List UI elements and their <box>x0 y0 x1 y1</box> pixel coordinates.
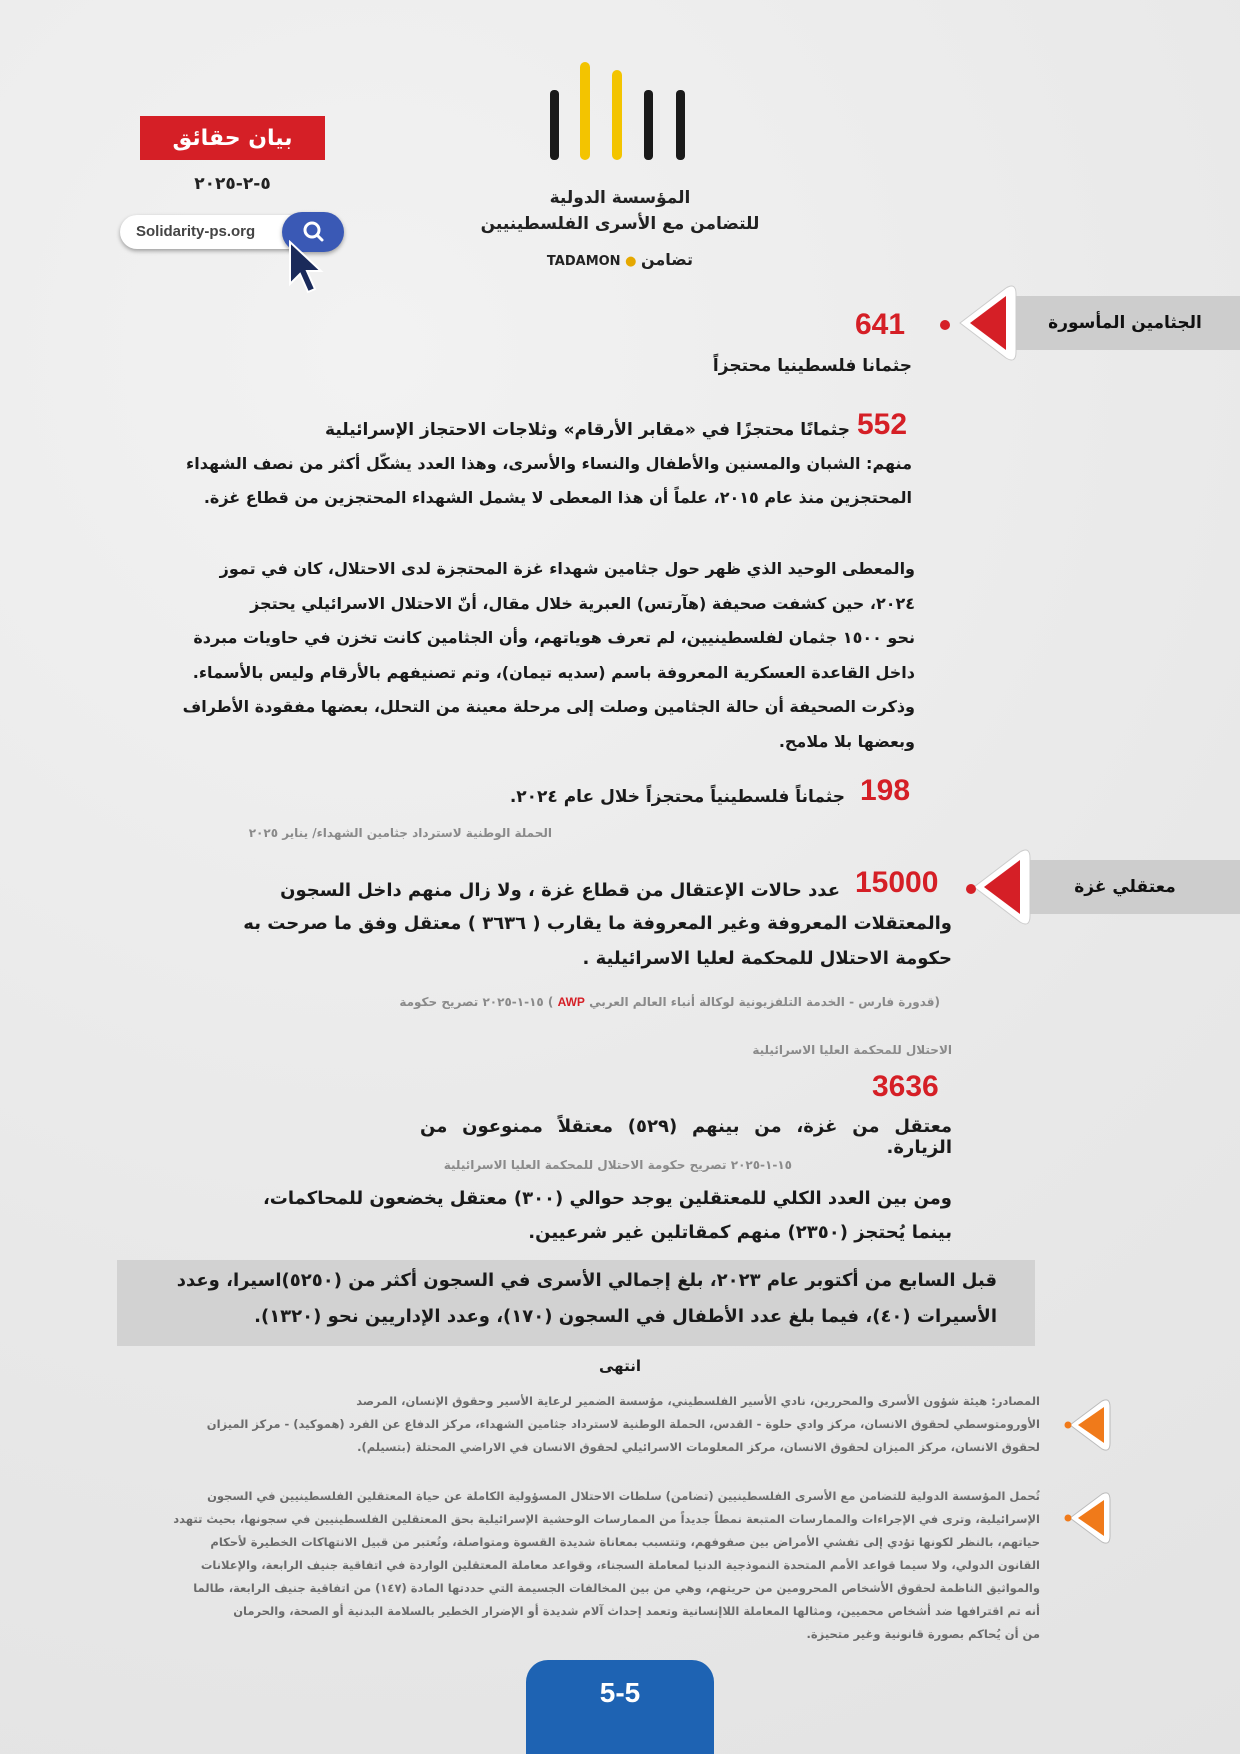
page-number: 5-5 <box>526 1660 714 1754</box>
para-line: وذكرت الصحيفة أن حالة الجثامين وصلت إلى مرحلة معينة من التحلل، بعضها مفقودة الأطراف <box>182 697 915 716</box>
stat-3636: 3636 <box>872 1070 939 1103</box>
stat-198-text: جثماناً فلسطينياً محتجزاً خلال عام ٢٠٢٤. <box>509 787 845 807</box>
detainees-trial-line1: ومن بين العدد الكلي للمعتقلين يوجد حوالي (٣٠٠) معتقل يخضعون للمحاكمات، <box>262 1188 952 1209</box>
source-qaddura-line2: الاحتلال للمحكمة العليا الاسرائيلية <box>752 1043 952 1057</box>
tab-detained-bodies: الجثامين المأسورة <box>1010 296 1240 350</box>
stat-15000-line1: عدد حالات الإعتقال من قطاع غزة ، ولا زال منهم داخل السجون <box>280 880 840 901</box>
source-court: ١٥-١-٢٠٢٥ تصريح حكومة الاحتلال للمحكمة العليا الاسرائيلية <box>443 1158 792 1172</box>
tab-gaza-detainees: معتقلي غزة <box>1010 860 1240 914</box>
sources-line: الأورومتوسطي لحقوق الانسان، مركز وادي حلوة - القدس، الحملة الوطنية لاسترداد جثامين الشهداء، مركز الدفاع عن الفرد (هموكيد) - مركز الميزان <box>206 1417 1040 1431</box>
logo-bars <box>548 62 693 172</box>
gaza-bodies-paragraph <box>140 552 915 759</box>
end-marker: انتهى <box>599 1357 641 1375</box>
cursor-arrow-icon <box>285 240 325 300</box>
sources-line: لحقوق الانسان، مركز الميزان لحقوق الانسان، مركز المعلومات الاسرائيلي لحقوق الانسان في الاراضي المحتلة (بتسيلم). <box>357 1440 1040 1454</box>
fact-sheet-badge: بيان حقائق <box>140 116 325 160</box>
source-campaign: الحملة الوطنية لاسترداد جثامين الشهداء/ يناير ٢٠٢٥ <box>248 826 552 840</box>
statement-line: والمواثيق الناظمة لحقوق الأشخاص المحرومين من حريتهم، وهي من بين المخالفات الجسيمة التي حددتها المادة (١٤٧) من اتفاقية جنيف الرابعة، طالما <box>193 1581 1040 1595</box>
stat-641: 641 <box>855 308 906 341</box>
logo-brand <box>520 250 720 269</box>
bullet-dot <box>940 320 950 330</box>
statement-line: من أن يُحاكم بصورة قانونية وغير متحيزة. <box>806 1627 1040 1641</box>
orange-pointer-icon <box>1062 1488 1132 1548</box>
statement-line: الإسرائيلية، وترى في الإجراءات والممارسات المتبعة نمطاً جديداً من الممارسات الوحشية الإسرائيلية بحق المعتقلين الفلسطينيين في سجونها، بحيث تتهدد <box>173 1512 1040 1526</box>
statement-line: القانون الدولي، ولا سيما قواعد الأمم المتحدة النموذجية الدنيا لمعاملة السجناء، وقواعد معاملة المعتقلين الواردة في اتفاقية جنيف الرابعة، والإعلانات <box>200 1558 1040 1572</box>
summary-line2: الأسيرات (٤٠)، فيما بلغ عدد الأطفال في السجون (١٧٠)، وعدد الإداريين نحو (١٣٢٠). <box>254 1306 997 1327</box>
statement-line: حياتهم، بالنظر لكونها تؤدي إلى تفشي الأمراض بين صفوفهم، وتتسبب بمعاناة شديدة القسوة ومتواصلة، وتُعتبر من قبيل الانتهاكات الخطيرة لأحكام <box>210 1535 1040 1549</box>
para-line: وبعضها بلا ملامح. <box>778 731 915 751</box>
statement-line: أنه تم اقترافها ضد أشخاص محميين، ومثالها المعاملة اللاإنسانية وتعمد إحداث آلام شديدة أو الإضرار الخطير بالسلامة البدنية أو الصحة، والحرمان <box>233 1604 1040 1618</box>
logo-ar: تضامن <box>640 250 694 269</box>
statement-block <box>138 1485 1040 1646</box>
sources-line: المصادر: هيئة شؤون الأسرى والمحررين، نادي الأسير الفلسطيني، مؤسسة الضمير لرعاية الأسير وحقوق الإنسان، المرصد <box>356 1394 1040 1408</box>
stat-3636-text: معتقل من غزة، من بينهم (٥٢٩) معتقلاً ممنوعون من الزيارة. <box>420 1116 953 1158</box>
stat-15000-line3: حكومة الاحتلال للمحكمة لعليا الاسرائيلية . <box>582 948 952 969</box>
sources-block <box>138 1390 1040 1459</box>
stat-641-text: جثمانا فلسطينيا محتجزاً <box>712 356 912 376</box>
stat-198: 198 <box>860 774 911 807</box>
source-qaddura <box>240 995 940 1009</box>
para-line: نحو ١٥٠٠ جثمان لفلسطينيين، لم تعرف هوياتهم، وأن الجثامين كانت تخزن في حاويات مبردة <box>193 628 915 647</box>
summary-line1: قبل السابع من أكتوبر عام ٢٠٢٣، بلغ إجمالي الأسرى في السجون أكثر من (٥٢٥٠)اسيرا، وعدد <box>176 1270 997 1291</box>
stat-15000: 15000 <box>855 866 939 899</box>
publish-date: ٥-٢-٢٠٢٥ <box>194 174 271 194</box>
bullet-dot <box>966 884 976 894</box>
logo-line1: المؤسسة الدولية <box>549 188 691 208</box>
stat-552: 552 <box>857 408 908 441</box>
para-line: ٢٠٢٤، حين كشفت صحيفة (هآرتس) العبرية خلال مقال، أنّ الاحتلال الاسرائيلي يحتجز <box>250 593 915 613</box>
website-url[interactable]: Solidarity-ps.org <box>120 215 310 249</box>
red-pointer-icon <box>962 842 1072 932</box>
statement-line: تُحمل المؤسسة الدولية للتضامن مع الأسرى الفلسطينيين (تضامن) سلطات الاحتلال المسؤولية الكاملة عن حياة المعتقلين الفلسطينيين في السجون <box>207 1489 1040 1503</box>
para-line: داخل القاعدة العسكرية المعروفة باسم (سديه تيمان)، وتم تصنيفهم بالأرقام وليس بالأسماء. <box>192 662 915 682</box>
source-pre: (قدورة فارس - الخدمة التلفزيونية لوكالة أنباء العالم العربي <box>589 995 940 1009</box>
para-line: والمعطى الوحيد الذي ظهر حول جثامين شهداء غزة المحتجزة لدى الاحتلال، كان في تموز <box>219 559 915 578</box>
stat-552-line3: المحتجزين منذ عام ٢٠١٥، علماً أن هذا المعطى لا يشمل الشهداء المحتجزين من قطاع غزة. <box>203 488 912 507</box>
summary-box <box>117 1260 1035 1346</box>
stat-552-line1: جثمانًا محتجزًا في «مقابر الأرقام» وثلاجات الاحتجاز الإسرائيلية <box>325 420 850 440</box>
logo-dot: ● <box>625 254 637 269</box>
red-pointer-icon <box>948 278 1058 368</box>
orange-pointer-icon <box>1062 1395 1132 1455</box>
logo-line2: للتضامن مع الأسرى الفلسطينيين <box>480 214 760 234</box>
stat-552-line2: منهم: الشبان والمسنين والأطفال والنساء والأسرى، وهذا العدد يشكّل أكثر من نصف الشهداء <box>186 454 912 473</box>
source-post: ) ١٥-١-٢٠٢٥ تصريح حكومة <box>399 995 554 1009</box>
source-awp: AWP <box>557 995 585 1009</box>
detainees-trial-line2: بينما يُحتجز (٢٣٥٠) منهم كمقاتلين غير شرعيين. <box>528 1222 952 1243</box>
logo-en: TADAMON <box>546 254 621 269</box>
stat-15000-line2: والمعتقلات المعروفة وغير المعروفة ما يقارب ( ٣٦٣٦ ) معتقل وفق ما صرحت به <box>243 913 952 934</box>
